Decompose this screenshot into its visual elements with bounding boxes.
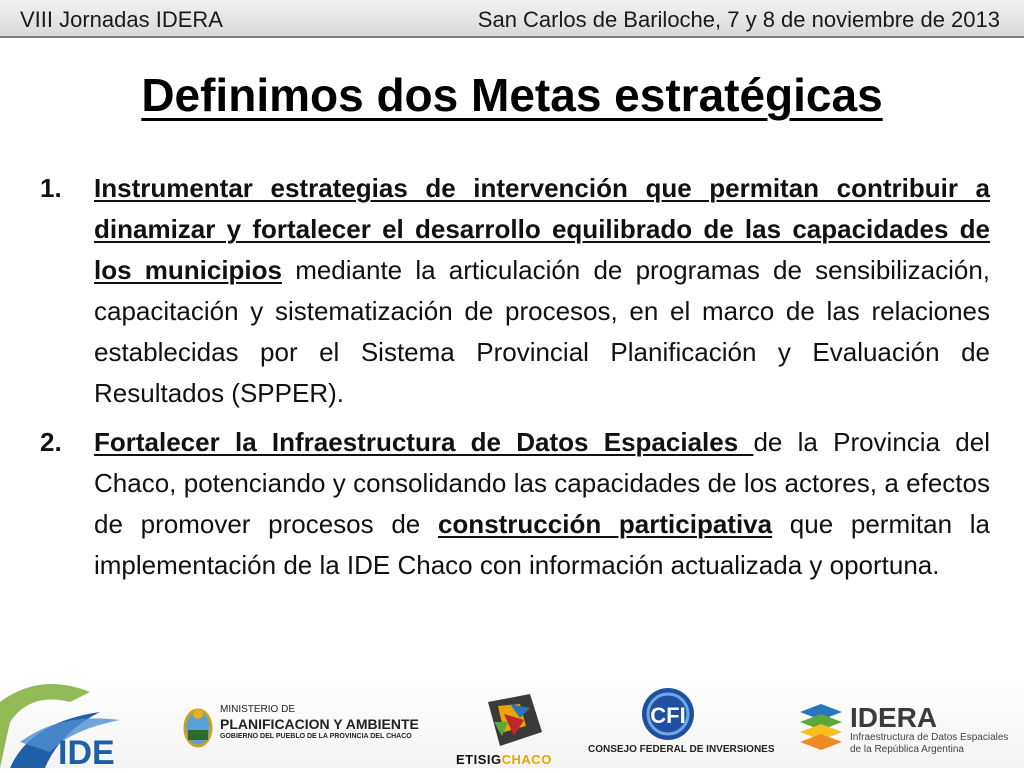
goal-emphasis: Instrumentar estrategias de intervención que permitan contribuir a dinamizar y fortalecer el desarrollo equilibrado de las capacidades de los municipios (94, 173, 990, 285)
conference-name: VIII Jornadas IDERA (20, 7, 223, 32)
list-item (40, 422, 990, 586)
idera-subtitle-line1: Infraestructura de Datos Espaciales (850, 732, 1009, 743)
cfi-logo (584, 686, 775, 768)
cfi-caption: CONSEJO FEDERAL DE INVERSIONES (588, 744, 775, 755)
list-item-body (94, 422, 990, 586)
goal-text-end: que permitan la implementación de la IDE Chaco con información actualizada y oportuna. (94, 509, 990, 580)
idera-layers-icon (796, 702, 846, 758)
slide-title-text: Definimos dos Metas estratégicas (141, 69, 883, 121)
etisig-text (456, 752, 552, 767)
ministerio-text (220, 704, 419, 742)
ide-logo-text: IDE (58, 734, 115, 768)
slide-header (0, 0, 1024, 38)
ministerio-logo (180, 700, 440, 756)
goal-emphasis: Fortalecer la Infraestructura de Datos Espaciales (94, 427, 754, 457)
etisig-part1: ETIS (456, 752, 487, 767)
cfi-logo-text: CFI (650, 703, 686, 728)
etisig-part3: CHACO (501, 752, 552, 767)
cfi-emblem-icon (638, 686, 698, 742)
goal-text: de la Provincia del Chaco, potenciando y consolidando las capacidades de los actores, a efectos de promover procesos de (94, 427, 990, 539)
etisig-chaco-logo (452, 692, 580, 768)
ministerio-line3: GOBIERNO DEL PUEBLO DE LA PROVINCIA DEL CHACO (220, 733, 412, 740)
ministerio-line2: PLANIFICACION Y AMBIENTE (220, 716, 419, 732)
conference-location-date: San Carlos de Bariloche, 7 y 8 de noviembre de 2013 (477, 7, 1000, 32)
slide-content (40, 168, 990, 594)
etisig-emblem-icon (480, 692, 550, 750)
slide-title (0, 68, 1024, 122)
goal-text: mediante la articulación de programas de sensibilización, capacitación y sistematización de procesos, en el marco de las relaciones establecidas por el Sistema Provincial Planificación y Evaluación de Resultados (SPPER). (94, 255, 991, 408)
logo-footer (0, 672, 1024, 768)
etisig-part2: IG (486, 752, 502, 767)
list-item-number: 1. (40, 173, 62, 203)
idera-name: IDERA (850, 702, 938, 733)
list-item (40, 168, 990, 414)
idera-subtitle (850, 732, 1008, 756)
idera-logo (796, 702, 1016, 762)
list-item-number: 2. (40, 427, 62, 457)
chaco-coat-of-arms-icon (180, 700, 216, 756)
idera-subtitle-line2: de la República Argentina (850, 744, 964, 755)
list-item-body (94, 168, 990, 414)
ide-chaco-logo (0, 672, 130, 768)
ministerio-line1: MINISTERIO DE (220, 704, 296, 715)
goal-emphasis-secondary: construcción participativa (437, 509, 773, 539)
ide-logo-graphic (0, 672, 130, 768)
